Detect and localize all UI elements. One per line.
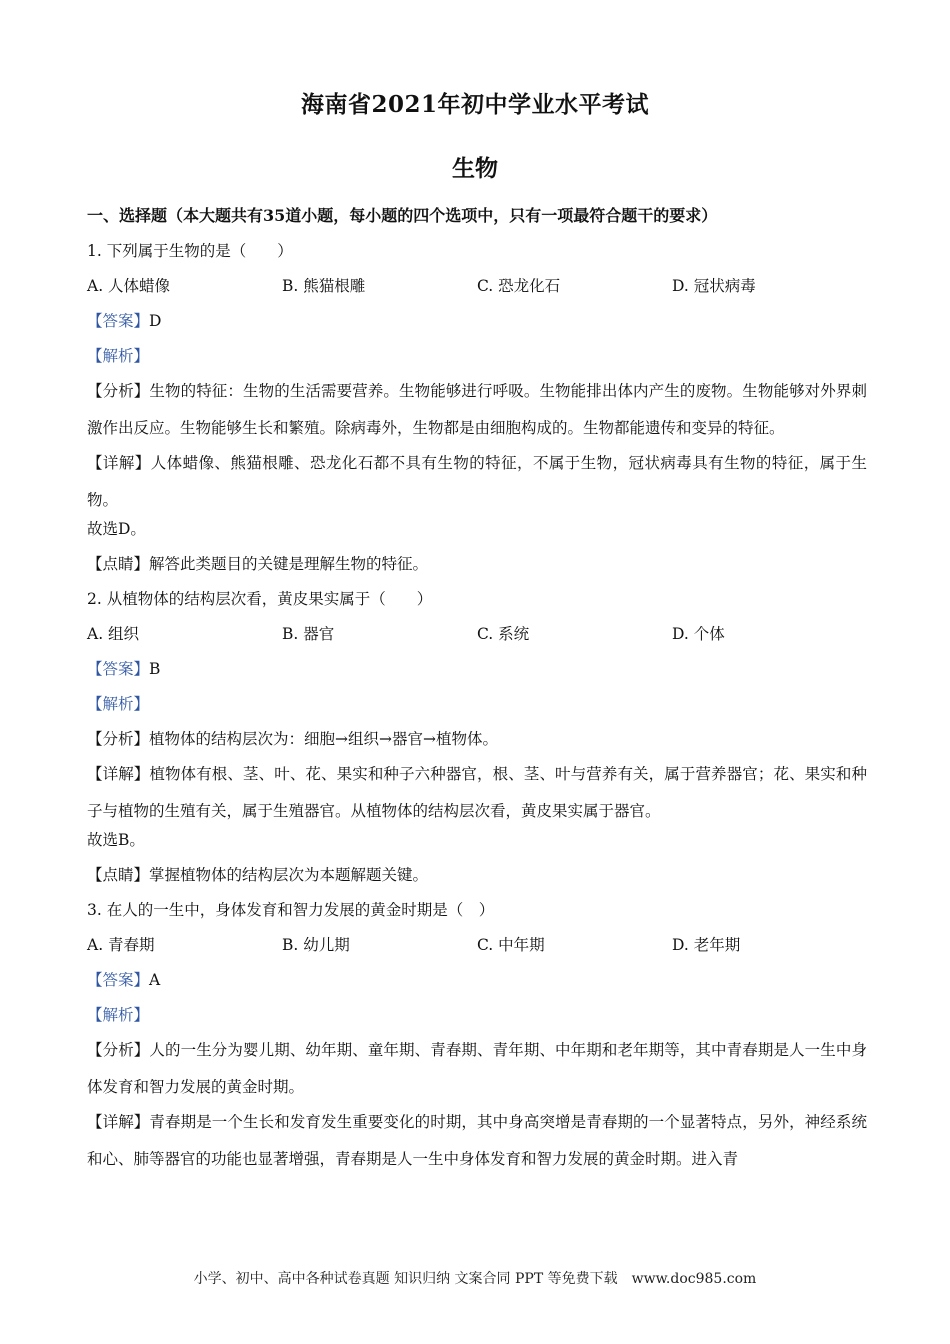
fenxi-text: 人的一生分为婴儿期、幼年期、童年期、青春期、青年期、中年期和老年期等，其中青春期是人一生中身体发育和智力发展的黄金时期。 <box>87 1041 867 1096</box>
dianjing-tag: 【点睛】 <box>87 866 150 884</box>
detail-paragraph <box>87 1104 867 1178</box>
detail-tag: 【详解】 <box>87 454 151 472</box>
question-stem: 3. 在人的一生中，身体发育和智力发展的黄金时期是（ ） <box>87 901 495 919</box>
page-footer: 小学、初中、高中各种试卷真题 知识归纳 文案合同 PPT 等免费下载 www.doc985.com <box>193 1271 757 1287</box>
fenxi-tag: 【分析】 <box>87 1041 150 1059</box>
option-c: C. 系统 <box>477 625 530 643</box>
section-heading: 一、选择题（本大题共有35道小题，每小题的四个选项中，只有一项最符合题干的要求） <box>87 206 718 225</box>
fenxi-tag: 【分析】 <box>87 730 150 748</box>
answer-tag: 【答案】 <box>87 660 150 678</box>
fenxi-text: 植物体的结构层次为：细胞→组织→器官→植物体。 <box>149 730 498 748</box>
detail-text: 植物体有根、茎、叶、花、果实和种子六种器官，根、茎、叶与营养有关，属于营养器官；花、果实和种子与植物的生殖有关，属于生殖器官。从植物体的结构层次看，黄皮果实属于器官。 <box>87 765 867 820</box>
dianjing-line <box>87 863 867 898</box>
answer-tag: 【答案】 <box>87 971 150 989</box>
exam-title: 海南省2021年初中学业水平考试 <box>300 91 649 118</box>
question-options <box>87 274 867 309</box>
choice-line: 故选B。 <box>87 831 145 849</box>
option-d: D. 冠状病毒 <box>672 277 756 295</box>
question-options <box>87 933 867 968</box>
answer-value: B <box>149 660 161 678</box>
question-stem: 2. 从植物体的结构层次看，黄皮果实属于（ ） <box>87 590 433 608</box>
option-a: A. 组织 <box>87 625 140 643</box>
dianjing-text: 解答此类题目的关键是理解生物的特征。 <box>149 555 429 573</box>
option-d: D. 老年期 <box>672 936 741 954</box>
option-b: B. 熊猫根雕 <box>282 277 366 295</box>
answer-tag: 【答案】 <box>87 312 150 330</box>
question-stem: 1. 下列属于生物的是（ ） <box>87 242 293 260</box>
analysis-tag: 【解析】 <box>87 347 150 365</box>
fenxi-paragraph <box>87 373 867 447</box>
detail-paragraph <box>87 756 867 830</box>
subject-title: 生物 <box>452 155 498 182</box>
fenxi-paragraph <box>87 1032 867 1106</box>
option-b: B. 器官 <box>282 625 335 643</box>
dianjing-text: 掌握植物体的结构层次为本题解题关键。 <box>149 866 429 884</box>
option-c: C. 恐龙化石 <box>477 277 561 295</box>
answer-value: A <box>149 971 161 989</box>
analysis-tag: 【解析】 <box>87 1006 150 1024</box>
choice-line: 故选D。 <box>87 520 146 538</box>
detail-tag: 【详解】 <box>87 1113 150 1131</box>
detail-text: 人体蜡像、熊猫根雕、恐龙化石都不具有生物的特征，不属于生物，冠状病毒具有生物的特征，属于生物。 <box>87 454 867 509</box>
option-a: A. 青春期 <box>87 936 155 954</box>
dianjing-tag: 【点睛】 <box>87 555 150 573</box>
question-options <box>87 622 867 657</box>
detail-paragraph <box>87 445 867 519</box>
detail-text: 青春期是一个生长和发育发生重要变化的时期，其中身高突增是青春期的一个显著特点，另外，神经系统和心、肺等器官的功能也显著增强，青春期是人一生中身体发育和智力发展的黄金时期。进入青 <box>87 1113 867 1168</box>
analysis-tag: 【解析】 <box>87 695 150 713</box>
option-b: B. 幼儿期 <box>282 936 350 954</box>
option-d: D. 个体 <box>672 625 725 643</box>
answer-line <box>87 968 867 1003</box>
dianjing-line <box>87 552 867 587</box>
answer-value: D <box>149 312 162 330</box>
answer-line <box>87 657 867 692</box>
exam-body <box>87 204 867 1178</box>
fenxi-text: 生物的特征：生物的生活需要营养。生物能够进行呼吸。生物能排出体内产生的废物。生物能够对外界刺激作出反应。生物能够生长和繁殖。除病毒外，生物都是由细胞构成的。生物都能遗传和变异的特征。 <box>87 382 867 437</box>
option-c: C. 中年期 <box>477 936 545 954</box>
fenxi-tag: 【分析】 <box>87 382 150 400</box>
answer-line <box>87 309 867 344</box>
option-a: A. 人体蜡像 <box>87 277 171 295</box>
detail-tag: 【详解】 <box>87 765 150 783</box>
